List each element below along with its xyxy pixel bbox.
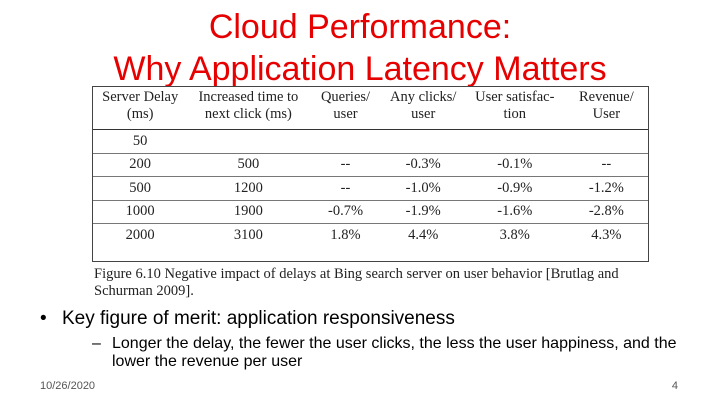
header-queries: Queries/ user xyxy=(309,87,381,130)
table-cell: -0.9% xyxy=(465,177,565,201)
sub-bullet-text: Longer the delay, the fewer the user clicks, the less the user happiness, and the lower the revenue per user xyxy=(112,335,677,370)
table-cell: -1.9% xyxy=(382,200,465,224)
title-line-1: Cloud Performance: xyxy=(208,8,512,46)
table-cell xyxy=(465,130,565,154)
table-cell: -0.1% xyxy=(465,153,565,177)
slide-title xyxy=(0,6,720,90)
latency-table-figure xyxy=(92,86,649,262)
figure-caption: Figure 6.10 Negative impact of delays at Bing search server on user behavior [Brutlag and Schurman 2009]. xyxy=(94,266,619,299)
table-row xyxy=(93,224,648,247)
table-cell: 1200 xyxy=(187,177,309,201)
latency-impact-table xyxy=(93,87,648,247)
sub-bullet-dash-icon: – xyxy=(92,335,101,352)
bullet-text: Key figure of merit: application responsiveness xyxy=(62,308,455,329)
bullet-dot-icon: • xyxy=(40,308,47,329)
table-row xyxy=(93,130,648,154)
bullet-point xyxy=(40,308,455,330)
table-cell: -1.0% xyxy=(382,177,465,201)
table-cell: -- xyxy=(565,153,648,177)
table-cell: -0.3% xyxy=(382,153,465,177)
table-cell xyxy=(382,130,465,154)
slide-date: 10/26/2020 xyxy=(40,380,96,392)
table-cell: -- xyxy=(309,177,381,201)
table-cell: 200 xyxy=(93,153,187,177)
table-cell: 500 xyxy=(187,153,309,177)
table-cell xyxy=(565,130,648,154)
table-header-row xyxy=(93,87,648,130)
table-cell: 3.8% xyxy=(499,226,530,243)
table-cell: 500 xyxy=(93,177,187,201)
table-row xyxy=(93,200,648,224)
header-any-clicks: Any clicks/ user xyxy=(382,87,465,130)
header-user-satisfaction: User satisfac- tion xyxy=(465,87,565,130)
table-cell: -1.6% xyxy=(465,200,565,224)
table-cell: 1000 xyxy=(93,200,187,224)
sub-bullet-point xyxy=(92,335,702,371)
table-cell: -1.2% xyxy=(565,177,648,201)
table-cell: 4.4% xyxy=(408,226,439,243)
table-cell: -0.7% xyxy=(309,200,381,224)
table-cell xyxy=(309,130,381,154)
table-row xyxy=(93,153,648,177)
table-cell: 50 xyxy=(93,130,187,154)
table-cell: -- xyxy=(309,153,381,177)
header-revenue: Revenue/ User xyxy=(565,87,648,130)
table-cell: 3100 xyxy=(233,226,263,243)
table-cell: 2000 xyxy=(125,226,155,243)
table-cell xyxy=(187,130,309,154)
header-server-delay: Server Delay (ms) xyxy=(93,87,187,130)
header-increased-time: Increased time to next click (ms) xyxy=(187,87,309,130)
table-cell: 1900 xyxy=(187,200,309,224)
table-cell: 1.8% xyxy=(330,226,361,243)
title-line-2: Why Application Latency Matters xyxy=(113,50,607,88)
table-row xyxy=(93,177,648,201)
table-cell: 4.3% xyxy=(591,226,622,243)
slide-number: 4 xyxy=(671,380,678,392)
table-cell: -2.8% xyxy=(565,200,648,224)
